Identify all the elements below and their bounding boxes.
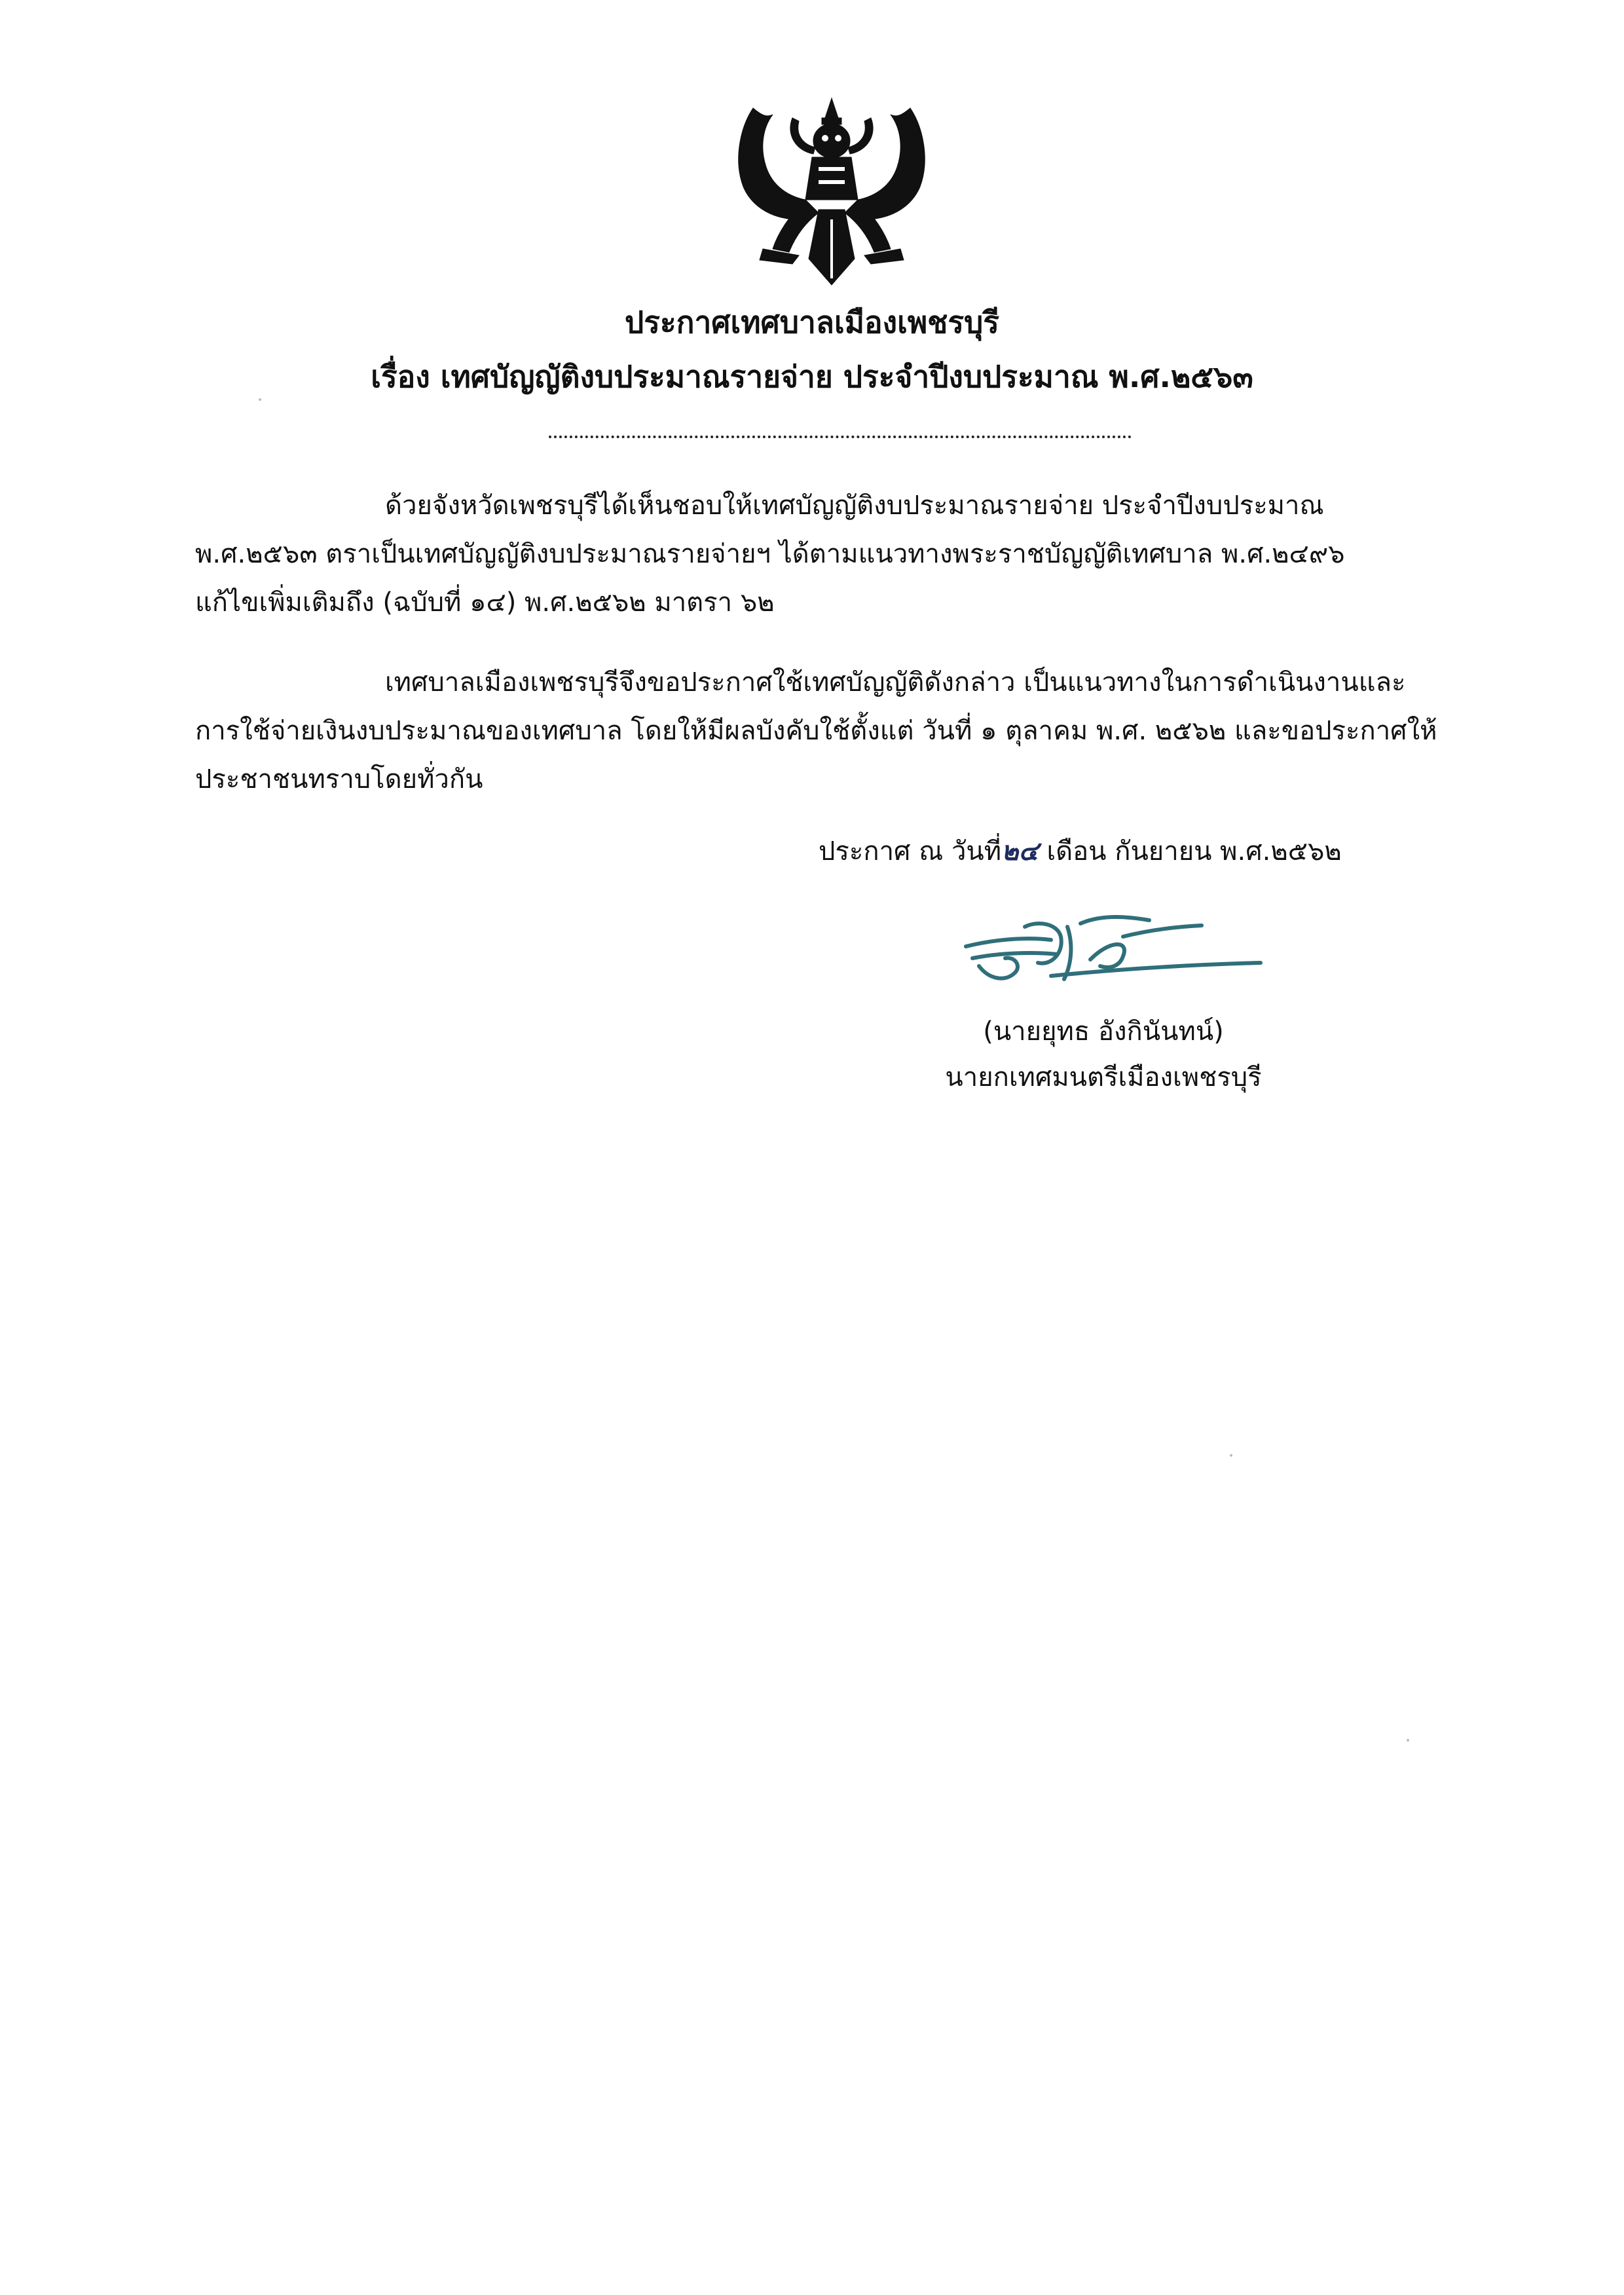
paragraph-line: ประชาชนทราบโดยทั่วกัน	[195, 764, 483, 794]
scan-speck	[259, 398, 261, 401]
org-title: ประกาศเทศบาลเมืองเพชรบุรี	[625, 305, 999, 340]
date-prefix: ประกาศ ณ วันที่	[819, 836, 1002, 867]
scan-speck	[1407, 1739, 1409, 1742]
paragraph-2	[195, 658, 1492, 804]
paragraph-line: เทศบาลเมืองเพชรบุรีจึงขอประกาศใช้เทศบัญญัติดังกล่าว เป็นแนวทางในการดำเนินงานและ	[385, 667, 1406, 698]
scan-speck	[1230, 1454, 1232, 1457]
handwritten-signature-icon	[953, 901, 1267, 1012]
announcement-date	[819, 832, 1342, 871]
signer-name: (นายยุทธ อังกินันทน์)	[983, 1017, 1224, 1047]
garuda-emblem-icon	[727, 88, 936, 291]
signer-position: นายกเทศมนตรีเมืองเพชรบุรี	[945, 1062, 1262, 1092]
paragraph-1	[195, 481, 1492, 627]
date-day-handwritten: ๒๔	[1001, 836, 1039, 867]
paragraph-line: แก้ไขเพิ่มเติมถึง (ฉบับที่ ๑๔) พ.ศ.๒๕๖๒ มาตรา ๖๒	[195, 588, 775, 618]
dotted-divider	[549, 436, 1132, 438]
paragraph-line: การใช้จ่ายเงินงบประมาณของเทศบาล โดยให้มีผลบังคับใช้ตั้งแต่ วันที่ ๑ ตุลาคม พ.ศ. ๒๕๖๒ และขอประกาศให้	[195, 716, 1437, 746]
paragraph-line: ด้วยจังหวัดเพชรบุรีได้เห็นชอบให้เทศบัญญัติงบประมาณรายจ่าย ประจำปีงบประมาณ	[385, 491, 1324, 521]
date-suffix: เดือน กันยายน พ.ศ.๒๕๖๒	[1038, 836, 1342, 867]
document-subject: เรื่อง เทศบัญญัติงบประมาณรายจ่าย ประจำปีงบประมาณ พ.ศ.๒๕๖๓	[371, 359, 1253, 394]
paragraph-line: พ.ศ.๒๕๖๓ ตราเป็นเทศบัญญัติงบประมาณรายจ่ายฯ ได้ตามแนวทางพระราชบัญญัติเทศบาล พ.ศ.๒๔๙๖	[195, 539, 1345, 569]
